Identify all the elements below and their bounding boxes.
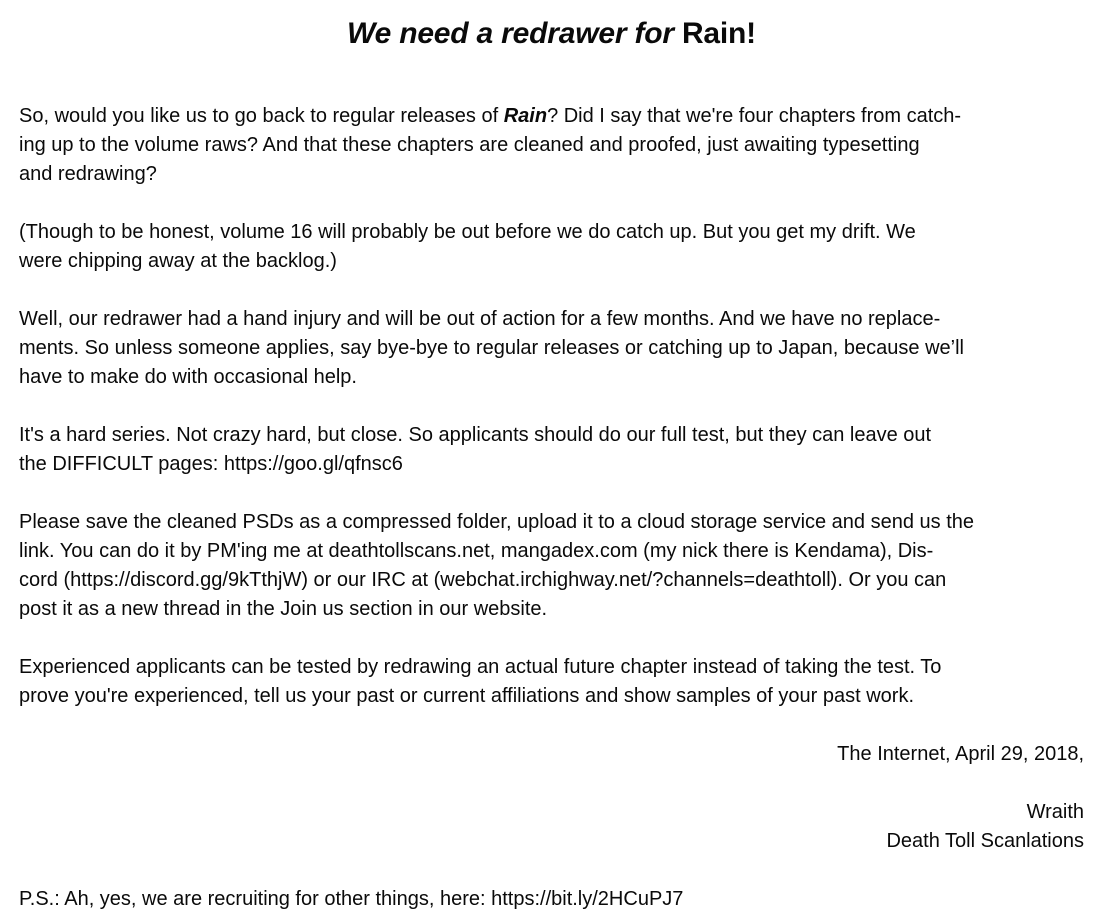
title-italic-part: We need a redrawer for	[347, 17, 682, 50]
text-line: Well, our redrawer had a hand injury and will be out of action for a few months. And we have no replace-	[19, 308, 941, 330]
text-line	[19, 102, 1084, 131]
text-line: It's a hard series. Not crazy hard, but close. So applicants should do our full test, but they can leave out	[19, 424, 932, 446]
dateline	[19, 740, 1084, 769]
paragraph-test	[19, 421, 1084, 479]
paragraph-intro	[19, 102, 1084, 189]
paragraph-experienced	[19, 653, 1084, 711]
postscript-line-with-recruiting-url: P.S.: Ah, yes, we are recruiting for other things, here: https://bit.ly/2HCuPJ7	[19, 888, 684, 910]
text-line: have to make do with occasional help.	[19, 366, 357, 388]
postscript	[19, 885, 1084, 914]
document-body	[19, 56, 1084, 914]
signature-group: Death Toll Scanlations	[886, 830, 1084, 852]
text-line: were chipping away at the backlog.)	[19, 250, 337, 272]
paragraph-aside	[19, 218, 1084, 276]
text-line: ments. So unless someone applies, say bye-bye to regular releases or catching up to Japan, because we’ll	[19, 337, 964, 359]
text-line: post it as a new thread in the Join us section in our website.	[19, 598, 548, 620]
dateline-text: The Internet, April 29, 2018,	[837, 743, 1084, 765]
paragraph-submission	[19, 508, 1084, 624]
signature-author: Wraith	[1026, 801, 1084, 823]
text-line: ing up to the volume raws? And that these chapters are cleaned and proofed, just awaiting typesetting	[19, 134, 920, 156]
text-line-with-contact-urls: cord (https://discord.gg/9kTthjW) or our IRC at (webchat.irchighway.net/?channels=deathtoll). Or you can	[19, 569, 947, 591]
series-name-emphasis: Rain	[503, 105, 548, 127]
text-line: Experienced applicants can be tested by redrawing an actual future chapter instead of taking the test. To	[19, 656, 942, 678]
page-title	[19, 12, 1084, 56]
text-line: prove you're experienced, tell us your past or current affiliations and show samples of your past work.	[19, 685, 915, 707]
title-series-name: Rain!	[681, 17, 756, 50]
text-line: (Though to be honest, volume 16 will probably be out before we do catch up. But you get my drift. We	[19, 221, 916, 243]
intro-line1-pre: So, would you like us to go back to regular releases of	[19, 105, 504, 127]
paragraph-situation	[19, 305, 1084, 392]
text-line-with-test-url: the DIFFICULT pages: https://goo.gl/qfnsc6	[19, 453, 403, 475]
text-line: and redrawing?	[19, 163, 157, 185]
text-line: Please save the cleaned PSDs as a compressed folder, upload it to a cloud storage service and send us the	[19, 511, 975, 533]
text-line: link. You can do it by PM'ing me at deathtollscans.net, mangadex.com (my nick there is Kendama), Dis-	[19, 540, 934, 562]
intro-line1-post: ? Did I say that we're four chapters from catch-	[547, 105, 962, 127]
signature-block	[19, 798, 1084, 856]
